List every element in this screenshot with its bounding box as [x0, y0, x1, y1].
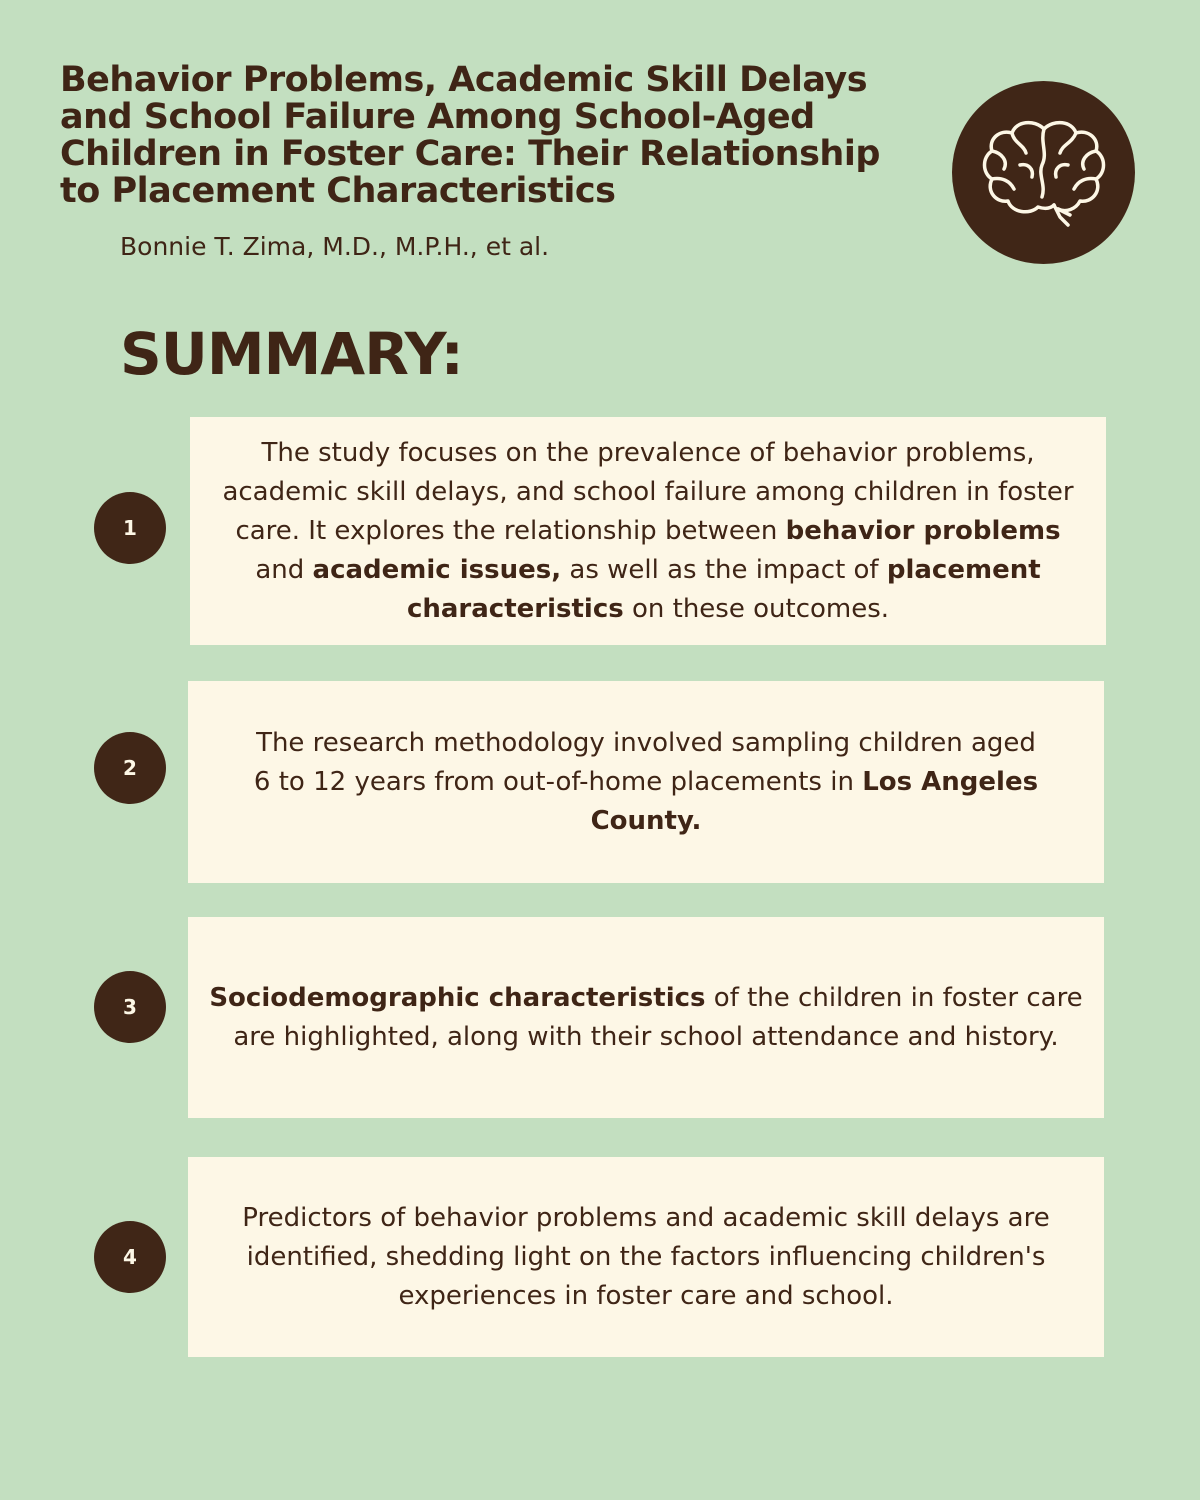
document-title: Behavior Problems, Academic Skill Delays and School Failure Among School-Aged Children in Foster Care: Their Relationship to Placement Characteristics — [60, 60, 880, 211]
step-number-1: 1 — [94, 492, 166, 564]
summary-card-2 — [188, 681, 1104, 883]
step-number-2: 2 — [94, 732, 166, 804]
summary-heading: SUMMARY: — [120, 320, 463, 388]
summary-text-bold: placement characteristics — [406, 554, 1041, 624]
summary-text-segment: of the children in foster care are highlighted, along with their school attendance and history. — [233, 982, 1083, 1052]
summary-text — [248, 724, 1044, 841]
step-number-3: 3 — [94, 971, 166, 1043]
summary-text-segment: on these outcomes. — [623, 593, 890, 624]
summary-card-1 — [190, 417, 1106, 645]
brain-icon — [974, 113, 1114, 233]
summary-text — [208, 979, 1084, 1057]
summary-text-segment: The research methodology involved sampling children aged 6 to 12 years from out-of-home placements in — [253, 727, 1036, 797]
step-number-4: 4 — [94, 1221, 166, 1293]
summary-text-bold: academic issues, — [312, 554, 562, 585]
summary-text — [216, 434, 1080, 629]
summary-card-4 — [188, 1157, 1104, 1357]
brain-badge — [952, 81, 1135, 264]
summary-text — [218, 1199, 1074, 1316]
summary-text-bold: Sociodemographic characteristics — [209, 982, 706, 1013]
summary-text-segment: as well as the impact of — [561, 554, 887, 585]
summary-card-3 — [188, 917, 1104, 1118]
summary-text-bold: Los Angeles County. — [590, 766, 1039, 836]
summary-text-segment: The study focuses on the prevalence of behavior problems, academic skill delays, and school failure among children in foster care. It explores the relationship between — [222, 437, 1074, 546]
summary-text-segment: and — [255, 554, 313, 585]
summary-text-bold: behavior problems — [785, 515, 1061, 546]
summary-text-segment: Predictors of behavior problems and academic skill delays are identified, shedding light on the factors influencing children's experiences in foster care and school. — [242, 1202, 1050, 1311]
author-line: Bonnie T. Zima, M.D., M.P.H., et al. — [120, 232, 550, 261]
